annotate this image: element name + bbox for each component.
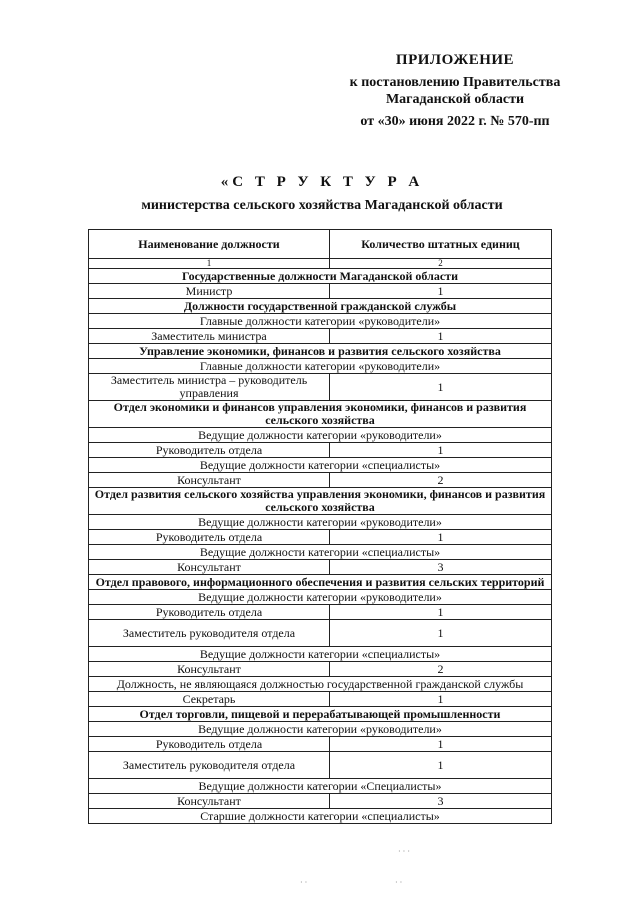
scan-noise-mark: · · [395, 878, 403, 887]
section-title: Отдел экономики и финансов управления экономики, финансов и развития сельского хозяйства [89, 401, 552, 428]
position-name: Руководитель отдела [89, 737, 330, 752]
staff-count: 3 [330, 794, 552, 809]
column-header-position: Наименование должности [89, 230, 330, 259]
staff-count: 3 [330, 560, 552, 575]
position-name: Заместитель министра – руководитель управления [89, 374, 330, 401]
category-row [89, 779, 552, 794]
category-title: Ведущие должности категории «специалисты» [89, 545, 552, 560]
category-row [89, 677, 552, 692]
table-index-row [89, 259, 552, 269]
category-title: Ведущие должности категории «специалисты» [89, 458, 552, 473]
table-row [89, 374, 552, 401]
staff-count: 2 [330, 473, 552, 488]
category-row [89, 809, 552, 824]
staff-count: 1 [330, 329, 552, 344]
staff-count: 1 [330, 284, 552, 299]
category-title: Ведущие должности категории «руководители» [89, 590, 552, 605]
table-row [89, 737, 552, 752]
section-title: Отдел правового, информационного обеспечения и развития сельских территорий [89, 575, 552, 590]
section-row [89, 269, 552, 284]
category-row [89, 590, 552, 605]
category-title: Ведущие должности категории «Специалисты» [89, 779, 552, 794]
section-title: Отдел торговли, пищевой и перерабатывающей промышленности [89, 707, 552, 722]
category-title: Главные должности категории «руководители» [89, 359, 552, 374]
position-name: Заместитель руководителя отдела [89, 752, 330, 779]
staff-count: 1 [330, 737, 552, 752]
section-row [89, 299, 552, 314]
section-row [89, 575, 552, 590]
section-row [89, 344, 552, 359]
category-title: Ведущие должности категории «руководители» [89, 428, 552, 443]
scan-noise-mark: · · [300, 878, 308, 887]
position-name: Консультант [89, 662, 330, 677]
category-title: Ведущие должности категории «специалисты» [89, 647, 552, 662]
section-title: Государственные должности Магаданской области [89, 269, 552, 284]
category-title: Главные должности категории «руководители» [89, 314, 552, 329]
appendix-block [330, 52, 580, 130]
category-row [89, 647, 552, 662]
category-row [89, 545, 552, 560]
position-name: Консультант [89, 794, 330, 809]
table-row [89, 443, 552, 458]
category-row [89, 515, 552, 530]
position-name: Секретарь [89, 692, 330, 707]
section-row [89, 707, 552, 722]
position-name: Руководитель отдела [89, 530, 330, 545]
staff-structure-table [88, 229, 552, 824]
appendix-line-1: к постановлению Правительства [349, 75, 561, 90]
section-row [89, 488, 552, 515]
appendix-line-2: Магаданской области [385, 92, 525, 107]
category-title: Старшие должности категории «специалисты» [89, 809, 552, 824]
category-row [89, 314, 552, 329]
table-row [89, 752, 552, 779]
position-name: Руководитель отдела [89, 443, 330, 458]
section-row [89, 401, 552, 428]
position-name: Министр [89, 284, 330, 299]
table-row [89, 329, 552, 344]
table-row [89, 605, 552, 620]
table-row [89, 692, 552, 707]
staff-count: 1 [330, 443, 552, 458]
staff-count: 1 [330, 374, 552, 401]
table-row [89, 794, 552, 809]
category-row [89, 359, 552, 374]
category-row [89, 722, 552, 737]
position-name: Заместитель руководителя отдела [89, 620, 330, 647]
appendix-line-3: от «30» июня 2022 г. № 570-пп [360, 114, 550, 129]
position-name: Заместитель министра [89, 329, 330, 344]
section-title: Должности государственной гражданской службы [89, 299, 552, 314]
table-header-row [89, 230, 552, 259]
structure-title: «С Т Р У К Т У Р А [220, 174, 424, 190]
category-title: Ведущие должности категории «руководители» [89, 722, 552, 737]
staff-count: 1 [330, 620, 552, 647]
category-title: Ведущие должности категории «руководители» [89, 515, 552, 530]
table-row [89, 284, 552, 299]
column-index-2: 2 [330, 259, 552, 269]
table-row [89, 473, 552, 488]
scan-noise-mark: · · · [398, 847, 410, 856]
staff-count: 1 [330, 692, 552, 707]
position-name: Консультант [89, 473, 330, 488]
staff-count: 2 [330, 662, 552, 677]
document-heading [92, 174, 552, 214]
table-row [89, 662, 552, 677]
staff-count: 1 [330, 530, 552, 545]
column-index-1: 1 [89, 259, 330, 269]
staff-count: 1 [330, 752, 552, 779]
section-title: Отдел развития сельского хозяйства управления экономики, финансов и развития сельского хозяйства [89, 488, 552, 515]
table-row [89, 560, 552, 575]
section-title: Управление экономики, финансов и развития сельского хозяйства [89, 344, 552, 359]
structure-subtitle: министерства сельского хозяйства Магаданской области [141, 198, 503, 213]
table-row [89, 530, 552, 545]
category-row [89, 428, 552, 443]
position-name: Консультант [89, 560, 330, 575]
appendix-title: ПРИЛОЖЕНИЕ [395, 52, 515, 68]
table-row [89, 620, 552, 647]
category-row [89, 458, 552, 473]
column-header-count: Количество штатных единиц [330, 230, 552, 259]
staff-count: 1 [330, 605, 552, 620]
position-name: Руководитель отдела [89, 605, 330, 620]
category-title: Должность, не являющаяся должностью государственной гражданской службы [89, 677, 552, 692]
